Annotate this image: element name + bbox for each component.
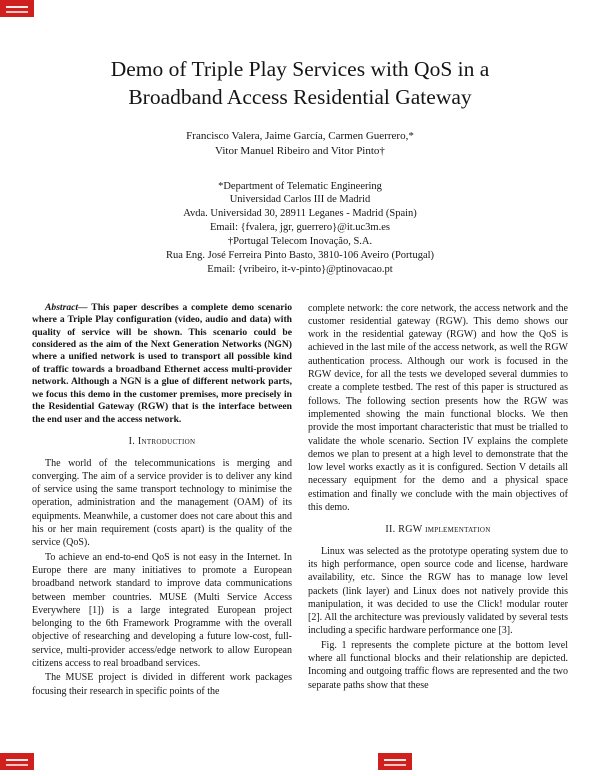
left-column [32,302,292,698]
affiliation-dept: *Department of Telematic Engineering [218,180,382,192]
paper-title-line1: Demo of Triple Play Services with QoS in a [110,57,490,81]
affiliation-university: Universidad Carlos III de Madrid [229,194,371,206]
abstract-text: This paper describes a complete demo scenario where a Triple Play configuration (video, audio and data) with quality of service will be shown. This scenario could be considered as the aim of the Next Generation Networks (NGN) where a unified network is used to transport all possible kind of traffic towards a broadband Ethernet access multi-provider network. Although a NGN is a glue of different network parts, we focus this demo in the customer premises, more precisely in the Residential Gateway (RGW) that is the interface between the end user and the access network. [32,301,292,425]
author-line2: Vitor Manuel Ribeiro and Vitor Pinto† [215,144,385,157]
intro-paragraph-3-continued: complete network: the core network, the access network and the customer residential gateway (RGW). This demo shows our work in the residential gateway (RGW) and how the QoS is achieved in the last mile of the access network, as well the RGW authentication process. Although our work is focused in the RGW device, for all the tests we developed several dummies to create a complete testbed. The rest of this paper is structured as follows. The following section presents how the RGW was implemented showing the main functional blocks. We then provide the most important characteristic that must be trialled to validate the whole scenario. Section IV explains the complete demos we plan to present at a high level to demonstrate that the low level works exactly as it is configured. Section V details all necessary equipment for the demo and a physical space estimation and finally we conclude with the main objectives of this demo. [308,302,568,514]
repository-stamp-bottom-middle [378,753,412,770]
affiliation-address-aveiro: Rua Eng. José Ferreira Pinto Basto, 3810-106 Aveiro (Portugal) [165,249,435,261]
abstract-paragraph [32,302,292,427]
abstract-label: Abstract— [45,301,88,313]
stamp-mark [6,759,28,761]
intro-paragraph-2: To achieve an end-to-end QoS is not easy in the Internet. In Europe there are many initiatives to promote a European broadband network standard to improve data communications between member countries. MUSE (Multi Service Access Everywhere [1]) is a large integrated European project belonging to the 6th Framework Programme with the overall objective of researching and developing a future low-cost, full-service, multi-provider access/edge network to allow European citizens access to real broadband services. [32,551,292,670]
repository-stamp-bottom-left [0,753,34,770]
paper-title [32,56,568,112]
intro-paragraph-3: The MUSE project is divided in different work packages focusing their research in specific points of the [32,672,292,697]
right-column [308,302,568,698]
two-column-body [32,302,568,698]
rgw-paragraph-2: Fig. 1 represents the complete picture at the bottom level where all functional blocks and their relationship are depicted. Incoming and outgoing traffic flows are represented and the two separate paths show that these [308,639,568,691]
stamp-mark [6,6,28,8]
author-list [32,129,568,159]
paper-title-line2: Broadband Access Residential Gateway [128,84,472,109]
section-heading-introduction: I. Introduction [128,436,196,448]
section-heading-rgw-implementation: II. RGW implementation [385,524,491,536]
rgw-paragraph-1: Linux was selected as the prototype operating system due to its high performance, open source code and license, hardware availability, etc. Since the RGW has to manage low level packets (link layer) and Linux does not natively provide this manipulation, it was decided to use the Click! modular router [2]. All the architecture was previously validated by several tests including a specific hardware performance one [3]. [308,545,568,637]
affiliation-company: †Portugal Telecom Inovação, S.A. [227,236,373,247]
repository-stamp-top-left [0,0,34,17]
affiliation-email-ptinovacao: Email: {vribeiro, it-v-pinto}@ptinovacao.pt [207,263,393,275]
affiliation-address-madrid: Avda. Universidad 30, 28911 Leganes - Madrid (Spain) [183,208,417,220]
intro-paragraph-1: The world of the telecommunications is merging and converging. The aim of a service provider is to deliver any kind of service using the same transport technology to minimise the operation, administration and the management (OAM) of its equipments. Meanwhile, a customer does not care about this and his or her main requirement (costs apart) is the quality of the service (QoS). [32,457,292,549]
author-line1: Francisco Valera, Jaime García, Carmen Guerrero,* [186,129,414,142]
affiliation-email-uc3m: Email: {fvalera, jgr, guerrero}@it.uc3m.es [210,222,390,234]
affiliation-block [32,180,568,277]
stamp-mark [384,759,406,761]
